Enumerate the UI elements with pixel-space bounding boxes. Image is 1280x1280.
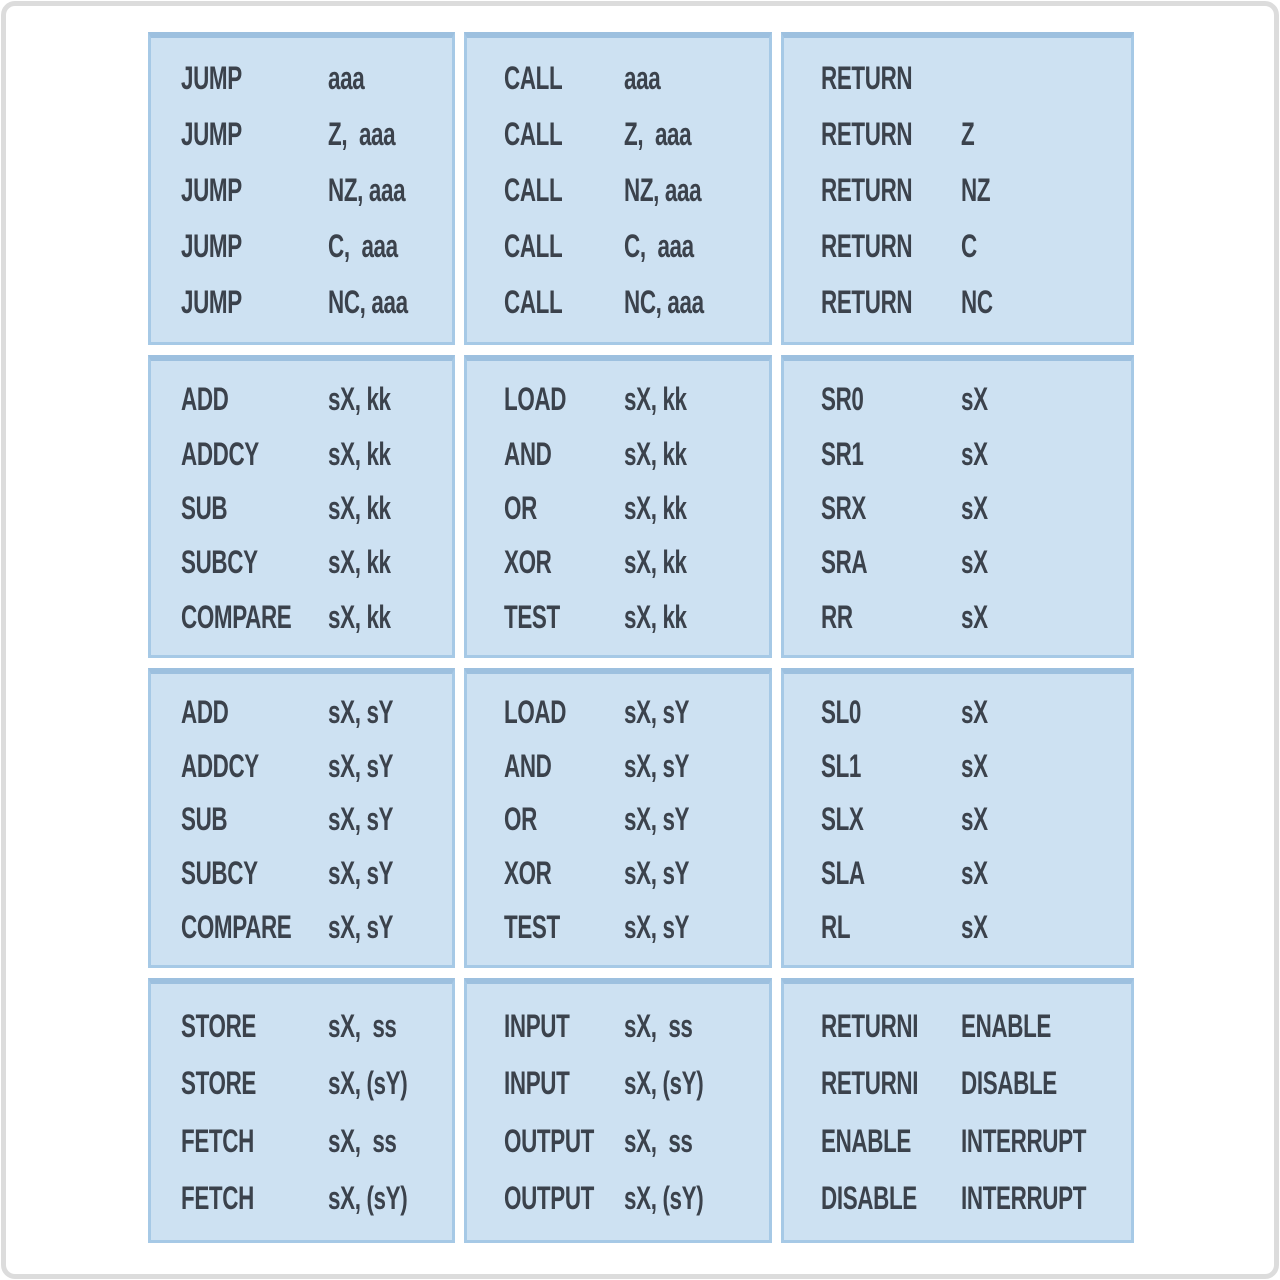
instruction-group-cell xyxy=(148,978,455,1243)
instruction-row xyxy=(181,1065,452,1102)
instruction-mnemonic: RETURN xyxy=(821,116,913,152)
instruction-row xyxy=(821,1122,1131,1159)
instruction-operand: sX, sY xyxy=(328,909,394,946)
instruction-mnemonic: FETCH xyxy=(181,1180,254,1217)
instruction-operand: sX, kk xyxy=(328,598,391,635)
instruction-row xyxy=(504,693,769,730)
instruction-mnemonic: FETCH xyxy=(181,1122,254,1159)
instruction-operand: sX, (sY) xyxy=(328,1065,408,1102)
instruction-operand: NZ xyxy=(961,172,991,208)
instruction-operand: sX, (sY) xyxy=(624,1065,704,1102)
instruction-row xyxy=(181,693,452,730)
instruction-row xyxy=(821,598,1131,635)
instruction-row xyxy=(181,174,452,206)
instruction-mnemonic: STORE xyxy=(181,1065,257,1102)
instruction-operand: sX xyxy=(961,855,988,892)
instruction-operand: sX, sY xyxy=(624,855,690,892)
instruction-row xyxy=(181,489,452,526)
instruction-row xyxy=(504,489,769,526)
instruction-operand: NC, aaa xyxy=(328,284,408,320)
instruction-row xyxy=(821,62,1131,94)
instruction-mnemonic: CALL xyxy=(504,116,563,152)
instruction-operand: sX, ss xyxy=(328,1122,397,1159)
instruction-mnemonic: RETURNI xyxy=(821,1065,919,1102)
instruction-operand: C, aaa xyxy=(328,228,398,264)
instruction-mnemonic: SUBCY xyxy=(181,544,258,581)
instruction-mnemonic: CALL xyxy=(504,60,563,96)
instruction-mnemonic: STORE xyxy=(181,1007,257,1044)
instruction-operand: sX xyxy=(961,489,988,526)
instruction-mnemonic: SR0 xyxy=(821,381,864,418)
instruction-mnemonic: AND xyxy=(504,435,552,472)
instruction-mnemonic: JUMP xyxy=(181,228,242,264)
instruction-mnemonic: DISABLE xyxy=(821,1180,917,1217)
instruction-operand: sX, sY xyxy=(328,801,394,838)
instruction-mnemonic: CALL xyxy=(504,228,563,264)
instruction-row xyxy=(504,62,769,94)
instruction-operand: sX, ss xyxy=(328,1007,397,1044)
instruction-row xyxy=(504,1122,769,1159)
instruction-mnemonic: SRX xyxy=(821,489,867,526)
instruction-mnemonic: OUTPUT xyxy=(504,1122,594,1159)
instruction-row xyxy=(821,1007,1131,1044)
instruction-group-cell xyxy=(781,32,1134,345)
instruction-row xyxy=(821,747,1131,784)
instruction-row xyxy=(181,1122,452,1159)
instruction-mnemonic: RETURNI xyxy=(821,1007,919,1044)
instruction-mnemonic: SR1 xyxy=(821,435,864,472)
instruction-group-cell xyxy=(781,978,1134,1243)
instruction-row xyxy=(181,62,452,94)
instruction-row xyxy=(821,855,1131,892)
instruction-row xyxy=(821,381,1131,418)
instruction-row xyxy=(821,118,1131,150)
instruction-operand: sX, kk xyxy=(328,544,391,581)
instruction-mnemonic: COMPARE xyxy=(181,598,292,635)
instruction-row xyxy=(181,1180,452,1217)
instruction-row xyxy=(821,544,1131,581)
instruction-row xyxy=(504,174,769,206)
instruction-row xyxy=(181,435,452,472)
instruction-row xyxy=(821,286,1131,318)
instruction-operand: INTERRUPT xyxy=(961,1122,1087,1159)
instruction-mnemonic: INPUT xyxy=(504,1065,570,1102)
instruction-row xyxy=(181,598,452,635)
instruction-operand: Z xyxy=(961,116,975,152)
instruction-operand: aaa xyxy=(328,60,365,96)
instruction-row xyxy=(504,598,769,635)
instruction-operand: sX, (sY) xyxy=(328,1180,408,1217)
instruction-row xyxy=(821,230,1131,262)
instruction-row xyxy=(181,801,452,838)
instruction-operand: sX xyxy=(961,435,988,472)
instruction-group-cell xyxy=(464,978,772,1243)
instruction-row xyxy=(821,489,1131,526)
instruction-operand: sX xyxy=(961,693,988,730)
instruction-mnemonic: JUMP xyxy=(181,60,242,96)
instruction-row xyxy=(504,801,769,838)
instruction-operand: NZ, aaa xyxy=(328,172,406,208)
instruction-mnemonic: XOR xyxy=(504,544,552,581)
instruction-operand: sX xyxy=(961,544,988,581)
instruction-mnemonic: RETURN xyxy=(821,60,913,96)
instruction-row xyxy=(504,544,769,581)
instruction-mnemonic: SUB xyxy=(181,801,228,838)
instruction-operand: sX xyxy=(961,598,988,635)
instruction-operand: ENABLE xyxy=(961,1007,1051,1044)
instruction-mnemonic: OR xyxy=(504,489,537,526)
instruction-row xyxy=(504,747,769,784)
instruction-mnemonic: JUMP xyxy=(181,284,242,320)
instruction-mnemonic: INPUT xyxy=(504,1007,570,1044)
instruction-row xyxy=(181,747,452,784)
instruction-operand: sX, kk xyxy=(328,489,391,526)
instruction-mnemonic: SLA xyxy=(821,855,865,892)
instruction-operand: sX, ss xyxy=(624,1007,693,1044)
instruction-operand: Z, aaa xyxy=(328,116,396,152)
instruction-operand: sX xyxy=(961,801,988,838)
instruction-row xyxy=(181,286,452,318)
instruction-operand: sX, sY xyxy=(624,693,690,730)
instruction-operand: sX, sY xyxy=(624,909,690,946)
instruction-mnemonic: JUMP xyxy=(181,172,242,208)
instruction-operand: aaa xyxy=(624,60,661,96)
instruction-row xyxy=(821,693,1131,730)
instruction-row xyxy=(821,174,1131,206)
instruction-group-cell xyxy=(148,355,455,658)
instruction-mnemonic: OR xyxy=(504,801,537,838)
instruction-row xyxy=(504,855,769,892)
instruction-row xyxy=(821,1180,1131,1217)
instruction-mnemonic: ADD xyxy=(181,381,229,418)
instruction-operand: NC xyxy=(961,284,993,320)
instruction-group-cell xyxy=(148,32,455,345)
instruction-operand: sX, kk xyxy=(328,381,391,418)
instruction-mnemonic: ADDCY xyxy=(181,435,259,472)
instruction-operand: DISABLE xyxy=(961,1065,1057,1102)
instruction-row xyxy=(504,286,769,318)
instruction-row xyxy=(181,1007,452,1044)
instruction-operand: sX, (sY) xyxy=(624,1180,704,1217)
instruction-mnemonic: RETURN xyxy=(821,172,913,208)
instruction-mnemonic: OUTPUT xyxy=(504,1180,594,1217)
instruction-mnemonic: ADD xyxy=(181,693,229,730)
instruction-operand: sX, kk xyxy=(624,598,687,635)
instruction-group-cell xyxy=(464,355,772,658)
instruction-row xyxy=(504,1007,769,1044)
instruction-operand: sX, kk xyxy=(624,544,687,581)
instruction-operand: NC, aaa xyxy=(624,284,704,320)
instruction-row xyxy=(821,801,1131,838)
instruction-operand: sX xyxy=(961,747,988,784)
instruction-operand: sX, sY xyxy=(624,747,690,784)
instruction-mnemonic: TEST xyxy=(504,909,560,946)
instruction-row xyxy=(821,1065,1131,1102)
instruction-row xyxy=(504,118,769,150)
instruction-mnemonic: LOAD xyxy=(504,381,567,418)
instruction-row xyxy=(181,230,452,262)
instruction-row xyxy=(504,1180,769,1217)
instruction-operand: Z, aaa xyxy=(624,116,692,152)
instruction-mnemonic: SL0 xyxy=(821,693,862,730)
instruction-row xyxy=(504,435,769,472)
instruction-mnemonic: CALL xyxy=(504,172,563,208)
instruction-operand: INTERRUPT xyxy=(961,1180,1087,1217)
instruction-operand: sX, sY xyxy=(328,693,394,730)
instruction-row xyxy=(181,544,452,581)
instruction-group-cell xyxy=(464,668,772,968)
instruction-group-cell xyxy=(464,32,772,345)
instruction-mnemonic: RETURN xyxy=(821,284,913,320)
instruction-mnemonic: LOAD xyxy=(504,693,567,730)
instruction-operand: sX, kk xyxy=(624,435,687,472)
instruction-row xyxy=(504,909,769,946)
instruction-operand: sX xyxy=(961,909,988,946)
instruction-mnemonic: SLX xyxy=(821,801,864,838)
instruction-mnemonic: AND xyxy=(504,747,552,784)
instruction-operand: C, aaa xyxy=(624,228,694,264)
instruction-operand: NZ, aaa xyxy=(624,172,702,208)
instruction-mnemonic: RETURN xyxy=(821,228,913,264)
instruction-operand: C xyxy=(961,228,977,264)
instruction-mnemonic: RL xyxy=(821,909,851,946)
instruction-operand: sX, sY xyxy=(328,747,394,784)
instruction-set-table xyxy=(148,32,1134,1243)
instruction-row xyxy=(181,118,452,150)
instruction-operand: sX, sY xyxy=(328,855,394,892)
instruction-mnemonic: SUBCY xyxy=(181,855,258,892)
instruction-row xyxy=(181,855,452,892)
instruction-group-cell xyxy=(781,355,1134,658)
instruction-operand: sX, sY xyxy=(624,801,690,838)
instruction-mnemonic: TEST xyxy=(504,598,560,635)
instruction-mnemonic: CALL xyxy=(504,284,563,320)
instruction-group-cell xyxy=(781,668,1134,968)
instruction-mnemonic: ENABLE xyxy=(821,1122,911,1159)
instruction-row xyxy=(181,381,452,418)
instruction-operand: sX, kk xyxy=(328,435,391,472)
instruction-mnemonic: XOR xyxy=(504,855,552,892)
instruction-mnemonic: SRA xyxy=(821,544,868,581)
instruction-mnemonic: JUMP xyxy=(181,116,242,152)
instruction-mnemonic: ADDCY xyxy=(181,747,259,784)
instruction-row xyxy=(181,909,452,946)
instruction-operand: sX, kk xyxy=(624,489,687,526)
instruction-operand: sX, ss xyxy=(624,1122,693,1159)
instruction-row xyxy=(504,230,769,262)
instruction-operand: sX xyxy=(961,381,988,418)
instruction-group-cell xyxy=(148,668,455,968)
instruction-mnemonic: SL1 xyxy=(821,747,862,784)
instruction-row xyxy=(504,381,769,418)
instruction-operand: sX, kk xyxy=(624,381,687,418)
instruction-row xyxy=(821,435,1131,472)
instruction-row xyxy=(821,909,1131,946)
instruction-mnemonic: RR xyxy=(821,598,853,635)
instruction-mnemonic: SUB xyxy=(181,489,228,526)
instruction-row xyxy=(504,1065,769,1102)
instruction-mnemonic: COMPARE xyxy=(181,909,292,946)
